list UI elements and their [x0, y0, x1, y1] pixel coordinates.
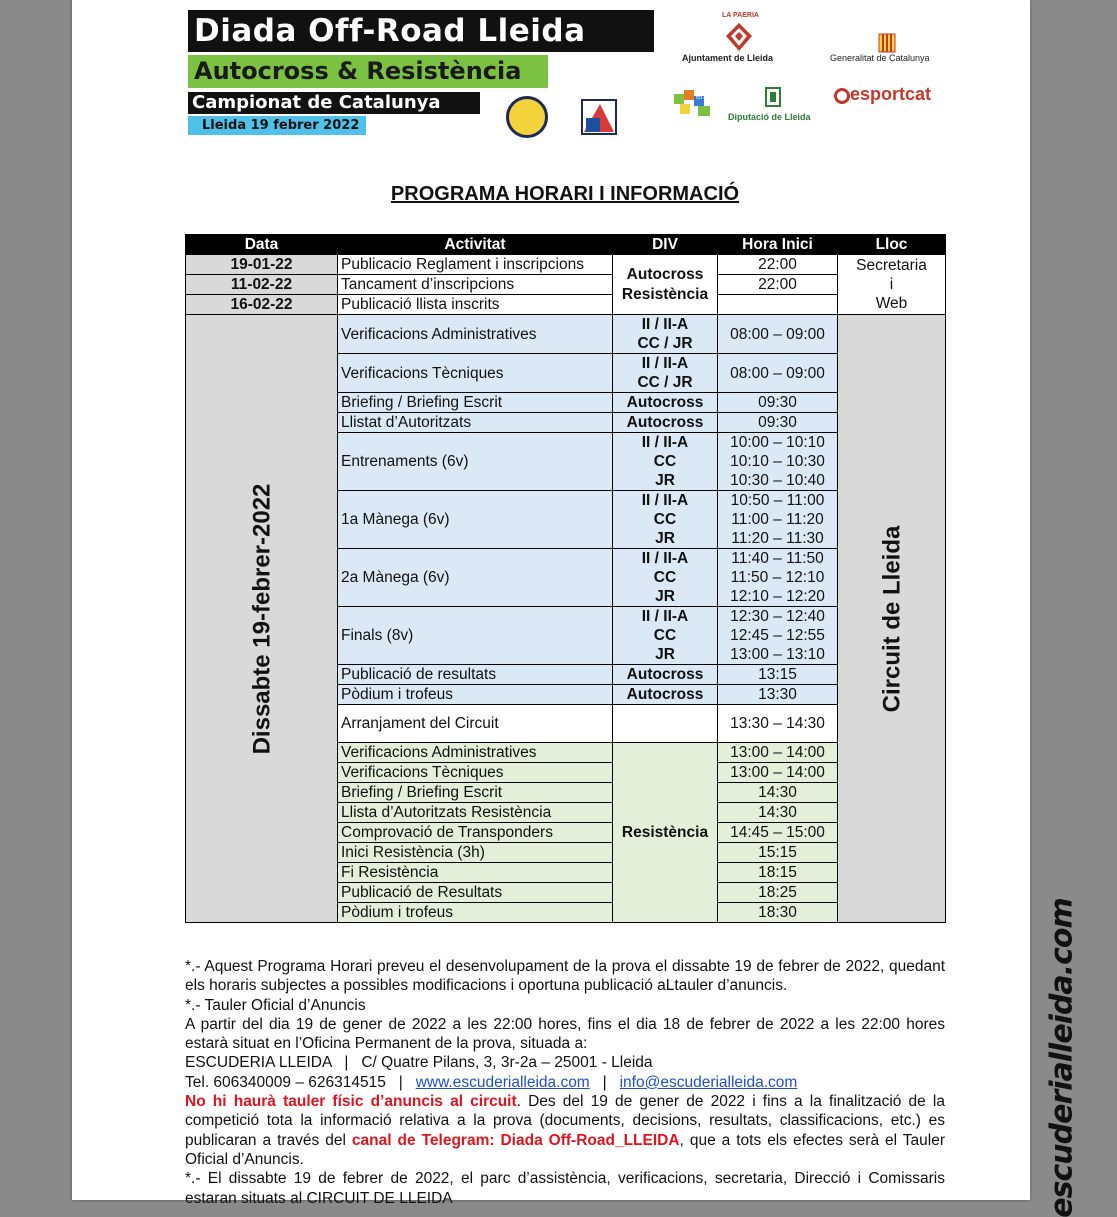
esportcat-icon: [834, 88, 850, 104]
header-div: DIV: [613, 235, 718, 255]
div-cell: II / II-A CC / JR: [613, 315, 718, 354]
contact-line: Tel. 606340009 – 626314515 | www.escuderialleida.com | info@escuderialleida.com: [185, 1073, 798, 1091]
page-title: PROGRAMA HORARI I INFORMACIÓ: [390, 183, 740, 205]
div-cell: Autocross Resistència: [613, 255, 718, 315]
activity-cell: Publicació de resultats: [338, 665, 613, 685]
place-cell: Secretaria i Web: [838, 255, 946, 315]
schedule-table: [185, 234, 946, 923]
date-cell: 11-02-22: [186, 275, 338, 295]
diputacio-label: Diputació de Lleida: [728, 112, 811, 122]
generalitat-label: Generalitat de Catalunya: [830, 53, 930, 63]
website-link[interactable]: www.escuderialleida.com: [415, 1073, 590, 1091]
activity-cell: Llista d’Autoritzats Resistència: [338, 803, 613, 823]
date-cell: 19-01-22: [186, 255, 338, 275]
time-cell: 13:00 – 14:00: [718, 743, 838, 763]
activity-cell: Pòdium i trofeus: [338, 685, 613, 705]
time-cell: 13:15: [718, 665, 838, 685]
activity-cell: Pòdium i trofeus: [338, 903, 613, 923]
table-row: [186, 275, 946, 295]
time-cell: 22:00: [718, 255, 838, 275]
activity-cell: Comprovació de Transponders: [338, 823, 613, 843]
time-cell: 14:45 – 15:00: [718, 823, 838, 843]
activity-cell: Llistat d’Autoritzats: [338, 413, 613, 433]
note-paragraph: *.- El dissabte 19 de febrer de 2022, el parc d’assistència, verificacions, secretaria, Direcció i Comissaris estaran situats al CIRCUIT DE LLEIDA: [185, 1170, 945, 1207]
activity-cell: Arranjament del Circuit: [338, 705, 613, 743]
time-cell: 13:00 – 14:00: [718, 763, 838, 783]
address-line: ESCUDERIA LLEIDA | C/ Quatre Pilans, 3, 3r-2a – 25001 - Lleida: [185, 1054, 653, 1072]
header-activity: Activitat: [338, 235, 613, 255]
paeria-label: LA PAERIA: [722, 12, 759, 19]
note-paragraph: No hi haurà tauler físic d’anuncis al circuit. Des del 19 de gener de 2022 i fins a la finalització de la competició tota la informació relativa a la prova (documents, decisions, resultats, classificacions, etc.) es publicaran a través del canal de Telegram: Diada Off-Road_LLEIDA, que a tots els efectes serà el Tauler Oficial d’Anuncis.: [185, 1093, 946, 1168]
activity-cell: Finals (8v): [338, 607, 613, 665]
activity-cell: 1a Mànega (6v): [338, 491, 613, 549]
activity-cell: Verificacions Administratives: [338, 315, 613, 354]
document-page: [72, 0, 1080, 1217]
event-title: Diada Off-Road Lleida: [188, 10, 654, 52]
time-cell: 15:15: [718, 843, 838, 863]
div-cell: II / II-A CC JR: [613, 607, 718, 665]
div-cell: II / II-A CC JR: [613, 549, 718, 607]
time-cell: [718, 295, 838, 315]
esportcat-label: esportcat: [850, 84, 932, 104]
div-cell: Resistència: [613, 743, 718, 923]
time-cell: 08:00 – 09:00: [718, 315, 838, 354]
activity-cell: Inici Resistència (3h): [338, 843, 613, 863]
header-place: Lloc: [838, 235, 946, 255]
club-logo-icon: [506, 96, 548, 138]
div-cell: II / II-A CC / JR: [613, 354, 718, 393]
note-paragraph: A partir del dia 19 de gener de 2022 a les 22:00 hores, fins el dia 18 de febrer de 2022 a les 22:00 hores estarà situat en l’Oficina Permanent de la prova, situada a:: [185, 1015, 945, 1053]
activity-cell: Verificacions Tècniques: [338, 763, 613, 783]
div-cell: II / II-A CC JR: [613, 433, 718, 491]
time-cell: 18:15: [718, 863, 838, 883]
paeria-logo-icon: [725, 22, 753, 57]
activity-cell: Verificacions Tècniques: [338, 354, 613, 393]
fca-logo-icon: [580, 96, 618, 138]
activity-cell: Publicació llista inscrits: [338, 295, 613, 315]
note-heading: *.- Tauler Oficial d’Anuncis: [185, 996, 366, 1014]
email-link[interactable]: info@escuderialleida.com: [619, 1073, 798, 1091]
activity-cell: Verificacions Administratives: [338, 743, 613, 763]
note-paragraph: *.- Aquest Programa Horari preveu el desenvolupament de la prova el dissabte 19 de febrer de 2022, quedant els horaris subjectes a possibles modificacions i oportuna publicació aLtauler d’anuncis.: [185, 958, 945, 995]
circuit-cell: [838, 315, 946, 923]
table-row: [186, 315, 946, 354]
time-cell: 08:00 – 09:00: [718, 354, 838, 393]
watermark: escuderialleida.com: [1044, 897, 1080, 1217]
header-date: Data: [186, 235, 338, 255]
time-cell: 12:30 – 12:40 12:45 – 12:55 13:00 – 13:10: [718, 607, 838, 665]
event-subtitle: Autocross & Resistència: [188, 55, 548, 88]
div-cell: II / II-A CC JR: [613, 491, 718, 549]
time-cell: 13:30: [718, 685, 838, 705]
day-label: Dissabte 19-febrer-2022: [248, 483, 275, 754]
time-cell: 10:50 – 11:00 11:00 – 11:20 11:20 – 11:30: [718, 491, 838, 549]
activity-cell: Tancament d’inscripcions: [338, 275, 613, 295]
time-cell: 22:00: [718, 275, 838, 295]
header-time: Hora Inici: [718, 235, 838, 255]
time-cell: 11:40 – 11:50 11:50 – 12:10 12:10 – 12:20: [718, 549, 838, 607]
time-cell: 18:30: [718, 903, 838, 923]
activity-cell: Publicacio Reglament i inscripcions: [338, 255, 613, 275]
table-header-row: [186, 235, 946, 255]
time-cell: 09:30: [718, 413, 838, 433]
div-cell: Autocross: [613, 413, 718, 433]
time-cell: 13:30 – 14:30: [718, 705, 838, 743]
activity-cell: Entrenaments (6v): [338, 433, 613, 491]
activity-cell: 2a Mànega (6v): [338, 549, 613, 607]
date-cell: 16-02-22: [186, 295, 338, 315]
event-date-label: Lleida 19 febrer 2022: [188, 116, 366, 135]
table-row: [186, 295, 946, 315]
div-cell: Autocross: [613, 393, 718, 413]
svg-text:era: era: [696, 93, 708, 101]
notes-section: [185, 957, 945, 1208]
time-cell: 09:30: [718, 393, 838, 413]
div-cell: Autocross: [613, 685, 718, 705]
activity-cell: Fi Resistència: [338, 863, 613, 883]
time-cell: 10:00 – 10:10 10:10 – 10:30 10:30 – 10:40: [718, 433, 838, 491]
ajuntament-label: Ajuntament de Lleida: [682, 53, 774, 63]
div-cell: [613, 705, 718, 743]
diputacio-logo-icon: [764, 86, 782, 113]
table-row: [186, 255, 946, 275]
lleida-territory-logo-icon: [672, 86, 714, 125]
activity-cell: Briefing / Briefing Escrit: [338, 783, 613, 803]
esportcat-logo: [834, 84, 931, 105]
day-cell: [186, 315, 338, 923]
activity-cell: Briefing / Briefing Escrit: [338, 393, 613, 413]
time-cell: 14:30: [718, 783, 838, 803]
div-cell: Autocross: [613, 665, 718, 685]
championship-label: Campionat de Catalunya: [188, 92, 480, 114]
circuit-label: Circuit de Lleida: [878, 525, 905, 712]
activity-cell: Publicació de Resultats: [338, 883, 613, 903]
time-cell: 18:25: [718, 883, 838, 903]
time-cell: 14:30: [718, 803, 838, 823]
